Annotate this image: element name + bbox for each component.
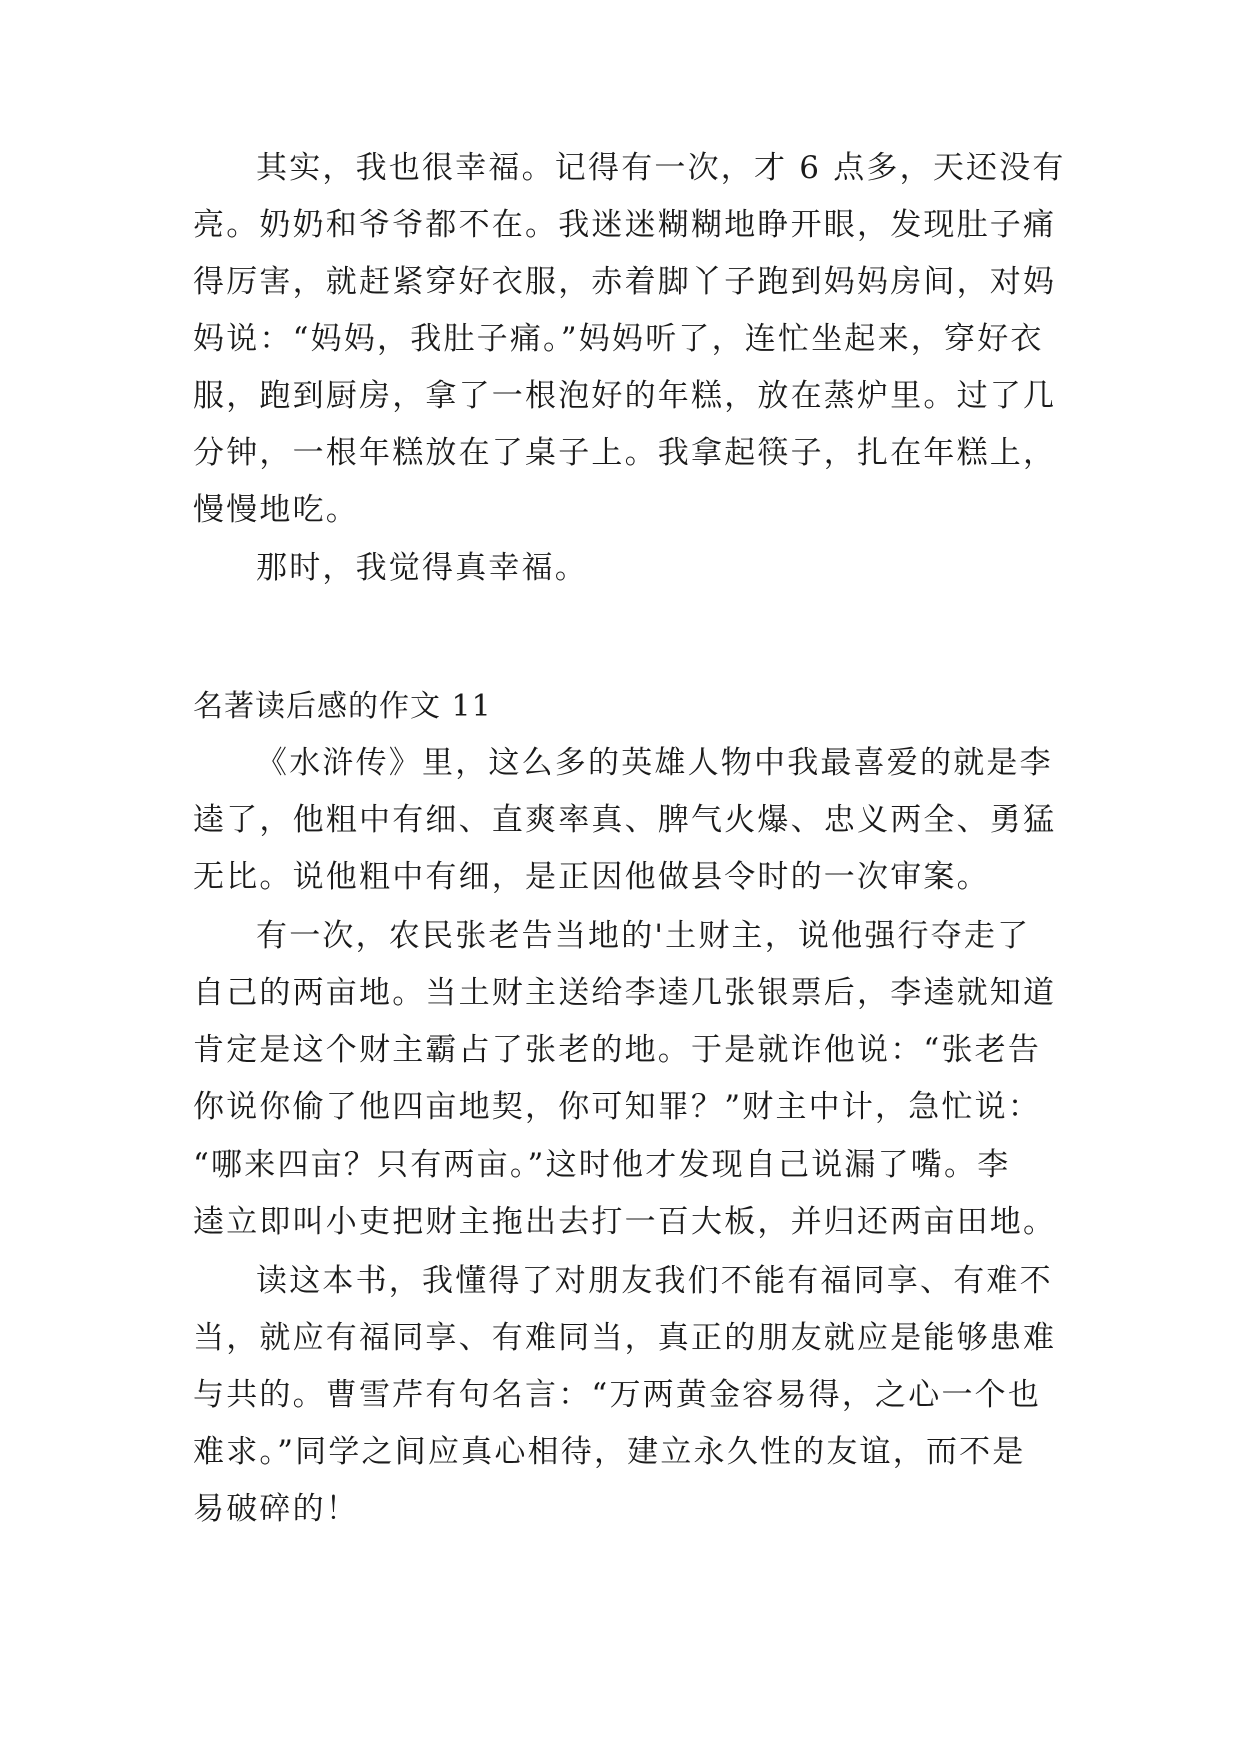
- paragraph-line: 自己的两亩地。当土财主送给李逵几张银票后，李逵就知道: [193, 975, 1057, 1011]
- paragraph-line: 慢慢地吃。: [193, 492, 359, 528]
- paragraph-line: 难求。”同学之间应真心相待，建立永久性的友谊，而不是: [193, 1434, 1026, 1470]
- paragraph-line: 有一次，农民张老告当地的'土财主，说他强行夺走了: [256, 918, 1031, 954]
- paragraph-line: 读这本书，我懂得了对朋友我们不能有福同享、有难不: [256, 1263, 1053, 1299]
- paragraph-line: 你说你偷了他四亩地契，你可知罪？”财主中计，急忙说：: [193, 1089, 1042, 1125]
- paragraph-line: 服，跑到厨房，拿了一根泡好的年糕，放在蒸炉里。过了几: [193, 378, 1057, 414]
- paragraph-line: 那时，我觉得真幸福。: [256, 550, 588, 586]
- paragraph-line: 与共的。曹雪芹有句名言：“万两黄金容易得，之心一个也: [193, 1377, 1042, 1413]
- paragraph-line: 妈说：“妈妈，我肚子痛。”妈妈听了，连忙坐起来，穿好衣: [193, 321, 1044, 357]
- paragraph-line: 逵了，他粗中有细、直爽率真、脾气火爆、忠义两全、勇猛: [193, 802, 1057, 838]
- paragraph-line: 肯定是这个财主霸占了张老的地。于是就诈他说：“张老告: [193, 1032, 1042, 1068]
- paragraph-line: 当，就应有福同享、有难同当，真正的朋友就应是能够患难: [193, 1320, 1057, 1356]
- paragraph-line: 其实，我也很幸福。记得有一次，才 6 点多，天还没有: [256, 150, 1066, 186]
- paragraph-line: 无比。说他粗中有细，是正因他做县令时的一次审案。: [193, 859, 990, 895]
- paragraph-line: 分钟，一根年糕放在了桌子上。我拿起筷子，扎在年糕上，: [193, 435, 1057, 471]
- paragraph-line: 亮。奶奶和爷爷都不在。我迷迷糊糊地睁开眼，发现肚子痛: [193, 207, 1057, 243]
- paragraph-line: 逵立即叫小吏把财主拖出去打一百大板，并归还两亩田地。: [193, 1204, 1057, 1240]
- paragraph-line: 易破碎的！: [193, 1491, 359, 1527]
- section-heading: 名著读后感的作文 11: [193, 689, 492, 724]
- paragraph-line: “哪来四亩？只有两亩。”这时他才发现自己说漏了嘴。李: [193, 1147, 1011, 1183]
- paragraph-line: 《水浒传》里，这么多的英雄人物中我最喜爱的就是李: [256, 745, 1053, 781]
- paragraph-line: 得厉害，就赶紧穿好衣服，赤着脚丫子跑到妈妈房间，对妈: [193, 264, 1057, 300]
